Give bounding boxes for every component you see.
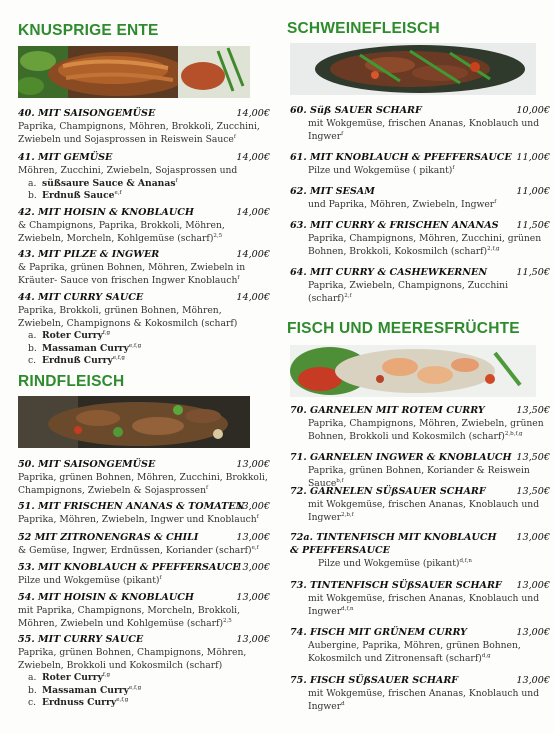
price: 13,50€ [516, 405, 550, 416]
price: 11,00€ [516, 186, 550, 197]
menu-item-72a: 72a. TINTENFISCH MIT KNOBLAUCH & PFEFFERSAUCE 13,00€ Pilze und Wokgemüse (pikant)$^{d,f,n}$ [290, 532, 550, 569]
menu-item-43: 43. MIT PILZE & INGWER 14,00€ & Paprika, grünen Bohnen, Möhren, Zwiebeln in Kräuter- Sauce von frischen Ingwer Knoblauch$^f$ [18, 249, 270, 286]
menu-item-55: 55. MIT CURRY SAUCE 13,00€ Paprika, grünen Bohnen, Champignons, Möhren, Zwiebeln, Brokkoli und Kokosmilch (scharf) a. Roter Curry$^{f,g}$ b. Massaman Curry$^{e,f,g}$ c. Erdnuss Curry$^{e,f,g}$ [18, 634, 270, 709]
price: 11,50€ [516, 220, 550, 231]
menu-item-51: 51. MIT FRISCHEN ANANAS & TOMATEN 13,00€ Paprika, Möhren, Zwiebeln, Ingwer und Knoblauch$^f$ [18, 501, 270, 525]
price: 13,00€ [516, 532, 550, 543]
section-title-rind: RINDFLEISCH [18, 373, 125, 390]
price: 13,00€ [516, 675, 550, 686]
seafood-dish-photo [290, 345, 536, 397]
menu-item-42: 42. MIT HOISIN & KNOBLAUCH 14,00€ & Champignons, Paprika, Brokkoli, Möhren, Zwiebeln, Morcheln, Kohlgemüse (scharf)$^{2,5}$ [18, 207, 270, 244]
price: 14,00€ [236, 152, 270, 163]
price: 13,00€ [236, 562, 270, 573]
menu-item-50: 50. MIT SAISONGEMÜSE 13,00€ Paprika, grünen Bohnen, Möhren, Zucchini, Brokkoli, Champignons, Zwiebeln & Sojasprossen$^f$ [18, 459, 270, 496]
price: 13,50€ [516, 452, 550, 463]
price: 13,00€ [236, 532, 270, 543]
menu-item-53: 53. MIT KNOBLAUCH & PFEFFERSAUCE 13,00€ Pilze und Wokgemüse (pikant)$^f$ [18, 562, 270, 586]
menu-item-41: 41. MIT GEMÜSE 14,00€ Möhren, Zucchini, Zwiebeln, Sojasprossen und a. süßsaure Sauce & Ananas$^f$ b. Erdnuß Sauce$^{e,f}$ [18, 152, 270, 202]
menu-item-70: 70. GARNELEN MIT ROTEM CURRY 13,50€ Paprika, Champignons, Möhren, Zwiebeln, grünen Bohnen, Brokkoli und Kokosmilch (scharf)$^{2,b,f,g}$ [290, 405, 550, 442]
menu-item-60: 60. Süß SAUER SCHARF 10,00€ mit Wokgemüse, frischen Ananas, Knoblauch und Ingwer$^f$ [290, 105, 550, 142]
menu-item-54: 54. MIT HOISIN & KNOBLAUCH 13,00€ mit Paprika, Champignons, Morcheln, Brokkoli, Möhren, Zwiebeln und Kohlgemüse (scharf)$^{2,5}$ [18, 592, 270, 629]
menu-item-44: 44. MIT CURRY SAUCE 14,00€ Paprika, Brokkoli, grünen Bohnen, Möhren, Zwiebeln, Champignons & Kokosmilch (scharf) a. Roter Curry$^{f,g}$ b. Massaman Curry$^{e,f,g}$ c. Erdnuß Curry$^{e,f,g}$ [18, 292, 270, 367]
menu-item-71: 71. GARNELEN INGWER & KNOBLAUCH 13,50€ Paprika, grünen Bohnen, Koriander & Reiswein Sauce$^{b,f}$ [290, 452, 550, 489]
price: 14,00€ [236, 249, 270, 260]
menu-item-64: 64. MIT CURRY & CASHEWKERNEN 11,50€ Paprika, Zwiebeln, Champignons, Zucchini (scharf)$^{2,f}$ [290, 267, 550, 304]
price: 13,50€ [516, 486, 550, 497]
menu-item-75: 75. FISCH SÜßSAUER SCHARF 13,00€ mit Wokgemüse, frischen Ananas, Knoblauch und Ingwer$^d$ [290, 675, 550, 712]
section-title-schwein: SCHWEINEFLEISCH [287, 20, 440, 37]
beef-dish-photo [18, 396, 250, 448]
menu-item-62: 62. MIT SESAM 11,00€ und Paprika, Möhren, Zwiebeln, Ingwer$^f$ [290, 186, 550, 210]
price: 13,00€ [236, 592, 270, 603]
price: 11,00€ [516, 152, 550, 163]
price: 13,00€ [236, 501, 270, 512]
section-title-ente: KNUSPRIGE ENTE [18, 22, 159, 39]
menu-item-61: 61. MIT KNOBLAUCH & PFEFFERSAUCE 11,00€ Pilze und Wokgemüse ( pikant)$^f$ [290, 152, 550, 176]
price: 10,00€ [516, 105, 550, 116]
menu-item-73: 73. TINTENFISCH SÜßSAUER SCHARF 13,00€ mit Wokgemüse, frischen Ananas, Knoblauch und Ingwer$^{d,f,n}$ [290, 580, 550, 617]
duck-dish-photo [18, 46, 250, 98]
price: 13,00€ [516, 627, 550, 638]
price: 13,00€ [236, 634, 270, 645]
price: 13,00€ [516, 580, 550, 591]
menu-item-52: 52 MIT ZITRONENGRAS & CHILI 13,00€ & Gemüse, Ingwer, Erdnüssen, Koriander (scharf)$^{e,f}$ [18, 532, 270, 556]
price: 13,00€ [236, 459, 270, 470]
price: 11,50€ [516, 267, 550, 278]
price: 14,00€ [236, 207, 270, 218]
section-title-fisch: FISCH UND MEERESFRÜCHTE [287, 320, 520, 337]
menu-item-74: 74. FISCH MIT GRÜNEM CURRY 13,00€ Aubergine, Paprika, Möhren, grünen Bohnen, Kokosmilch und Zitronensaft (scharf)$^{d,g}$ [290, 627, 550, 664]
menu-item-72: 72. GARNELEN SÜßSAUER SCHARF 13,50€ mit Wokgemüse, frischen Ananas, Knoblauch und Ingwer$^{2,b,f}$ [290, 486, 550, 523]
price: 14,00€ [236, 292, 270, 303]
menu-item-40: 40. MIT SAISONGEMÜSE 14,00€ Paprika, Champignons, Möhren, Brokkoli, Zucchini, Zwiebeln und Sojasprossen in Reiswein Sauce$^f$ [18, 108, 270, 145]
price: 14,00€ [236, 108, 270, 119]
pork-dish-photo [290, 43, 536, 95]
menu-item-63: 63. MIT CURRY & FRISCHEN ANANAS 11,50€ Paprika, Champignons, Möhren, Zucchini, grünen Bohnen, Brokkoli, Kokosmilch (scharf)$^{2,f,g}$ [290, 220, 550, 257]
